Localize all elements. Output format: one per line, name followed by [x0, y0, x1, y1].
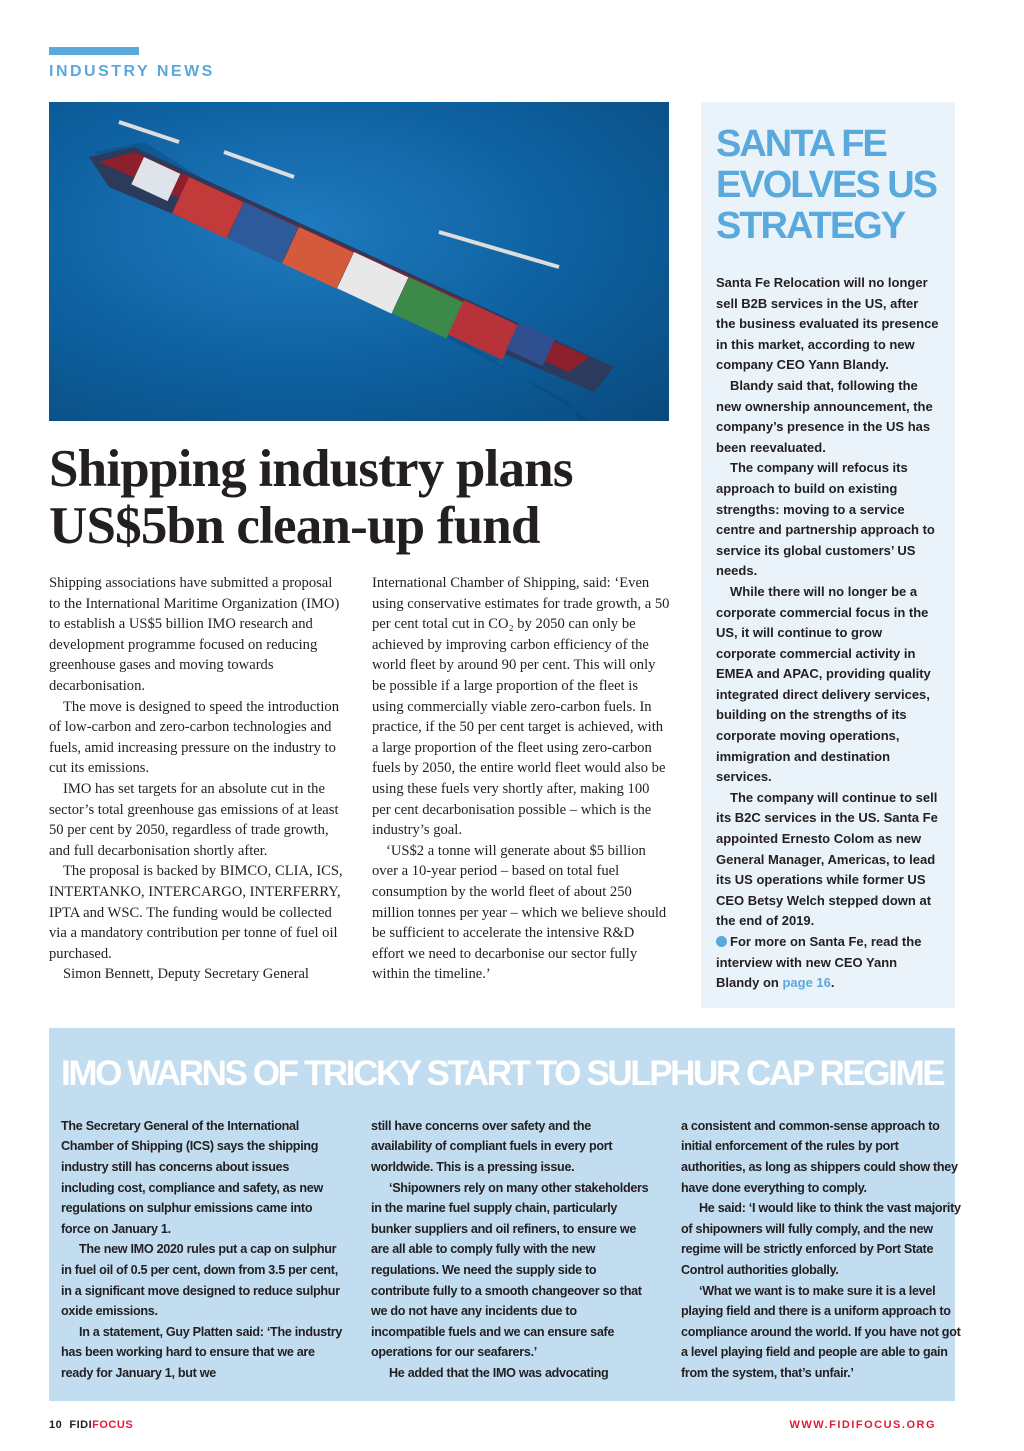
- paragraph: Simon Bennett, Deputy Secretary General: [63, 966, 309, 983]
- more-text: For more on Santa Fe, read the interview with new CEO Yann Blandy on: [716, 934, 922, 991]
- paragraph: The company will refocus its approach to build on existing strengths: moving to a service centre and partnership approach to service its global customers’ US needs.: [716, 460, 935, 579]
- paragraph: The company will continue to sell its B2C services in the US. Santa Fe appointed Ernesto Colom as new General Manager, Americas, to lead its US operations while former US CEO Betsy Welch stepped down at the end of 2019.: [716, 789, 938, 929]
- footer-url[interactable]: WWW.FIDIFOCUS.ORG: [789, 1418, 936, 1431]
- brand-fidi: FIDI: [69, 1418, 93, 1431]
- article-column-1: [49, 573, 347, 985]
- article-column-2: [372, 573, 670, 985]
- box-column-3: [681, 1116, 963, 1384]
- more-info: [716, 932, 940, 994]
- paragraph: While there will no longer be a corporate commercial focus in the US, it will continue to grow corporate commercial activity in EMEA and APAC, providing quality integrated direct delivery services, building on the strengths of its corporate moving operations, immigration and destination services.: [716, 583, 931, 785]
- paragraph: The proposal is backed by BIMCO, CLIA, ICS, INTERTANKO, INTERCARGO, INTERFERRY, IPTA and WSC. The funding would be collected via a mandatory contribution per tonne of fuel oil purchased.: [49, 863, 343, 962]
- box-column-1: [61, 1116, 343, 1384]
- container-ship-photo: [49, 102, 669, 421]
- paragraph: ‘Shipowners rely on many other stakeholders in the marine fuel supply chain, particularly bunker suppliers and oil refiners, to ensure we are all able to comply fully with the new regulations. We need the supply side to contribute fully to a smooth changeover so that we do not have any incidents due to incompatible fuels and we can ensure safe operations for our seafarers.’: [371, 1180, 649, 1360]
- paragraph: still have concerns over safety and the availability of compliant fuels in every port worldwide. This is a pressing issue.: [371, 1118, 613, 1174]
- sulphur-cap-box: [49, 1028, 961, 1401]
- section-label: INDUSTRY NEWS: [49, 63, 215, 80]
- paragraph: The move is designed to speed the introduction of low-carbon and zero-carbon technologies and fuels, amid increasing pressure on the industry to cut its emissions.: [49, 698, 340, 777]
- paragraph: The new IMO 2020 rules put a cap on sulphur in fuel oil of 0.5 per cent, down from 3.5 per cent, in a significant move designed to reduce sulphur oxide emissions.: [61, 1242, 340, 1319]
- paragraph: In a statement, Guy Platten said: ‘The industry has been working hard to ensure that we are ready for January 1, but we: [61, 1324, 343, 1380]
- footer-page-brand: [49, 1419, 133, 1431]
- box-column-2: [371, 1116, 653, 1384]
- brand-focus: FOCUS: [92, 1418, 134, 1431]
- article-headline: Shipping industry plans US$5bn clean-up fund: [49, 440, 573, 555]
- sidebar-title: SANTA FE EVOLVES US STRATEGY: [716, 123, 937, 247]
- box-title: IMO WARNS OF TRICKY START TO SULPHUR CAP REGIME: [61, 1053, 944, 1093]
- paragraph: International Chamber of Shipping, said: ‘Even using conservative estimates for trade growth, a 50 per cent total cut in CO₂ by 2050 can only be achieved by improving carbon efficiency of the world fleet by around 90 per cent. This will only be possible if a large proportion of the fleet is using commercially viable zero-carbon fuels. In practice, if the 50 per cent target is achieved, with a large proportion of the fleet using zero-carbon fuels by 2050, the entire world fleet would also be using these fuels very shortly after, making 100 per cent decarbonisation possible – which is the industry’s goal.: [372, 575, 670, 839]
- paragraph: IMO has set targets for an absolute cut in the sector’s total greenhouse gas emissions of at least 50 per cent by 2050, regardless of trade growth, and full decarbonisation shortly after.: [49, 780, 339, 859]
- page-link[interactable]: page 16: [782, 975, 831, 991]
- paragraph: Santa Fe Relocation will no longer sell B2B services in the US, after the business evaluated its presence in this market, according to new company CEO Yann Blandy.: [716, 275, 939, 373]
- main-article: [49, 102, 669, 1008]
- paragraph: The Secretary General of the International Chamber of Shipping (ICS) says the shipping industry still has concerns about issues including cost, compliance and safety, as new regulations on sulphur emissions came into force on January 1.: [61, 1118, 324, 1236]
- footer: [49, 1419, 955, 1451]
- section-accent-bar: [49, 47, 139, 55]
- sidebar-santa-fe: [701, 102, 955, 1008]
- paragraph: He said: ‘I would like to think the vast majority of shipowners will fully comply, and the new regime will be strictly enforced by Port State Control authorities globally.: [681, 1201, 961, 1277]
- paragraph: a consistent and common-sense approach to initial enforcement of the rules by port authorities, as long as shippers could show they have done everything to comply.: [681, 1118, 958, 1195]
- more-end: .: [830, 975, 835, 991]
- page-number: 10: [49, 1418, 63, 1431]
- paragraph: Shipping associations have submitted a proposal to the International Maritime Organization (IMO) to establish a US$5 billion IMO research and development programme focused on reducing greenhouse gases and moving towards decarbonisation.: [49, 575, 340, 694]
- page-content: [49, 102, 961, 1451]
- bullet-dot-icon: [716, 936, 727, 947]
- paragraph: He added that the IMO was advocating: [389, 1365, 609, 1380]
- paragraph: ‘What we want is to make sure it is a level playing field and there is a uniform approach to compliance around the world. If you have not got a level playing field and people are able to gain from the system, that’s unfair.’: [681, 1283, 961, 1380]
- paragraph: ‘US$2 a tonne will generate about $5 billion over a 10-year period – based on total fuel consumption by the world fleet of about 250 million tonnes per year – which we believe should be sufficient to accelerate the intensive R&D effort we need to decarbonise our sector fully within the timeline.’: [372, 842, 667, 983]
- paragraph: Blandy said that, following the new ownership announcement, the company’s presence in the US has been reevaluated.: [716, 377, 933, 455]
